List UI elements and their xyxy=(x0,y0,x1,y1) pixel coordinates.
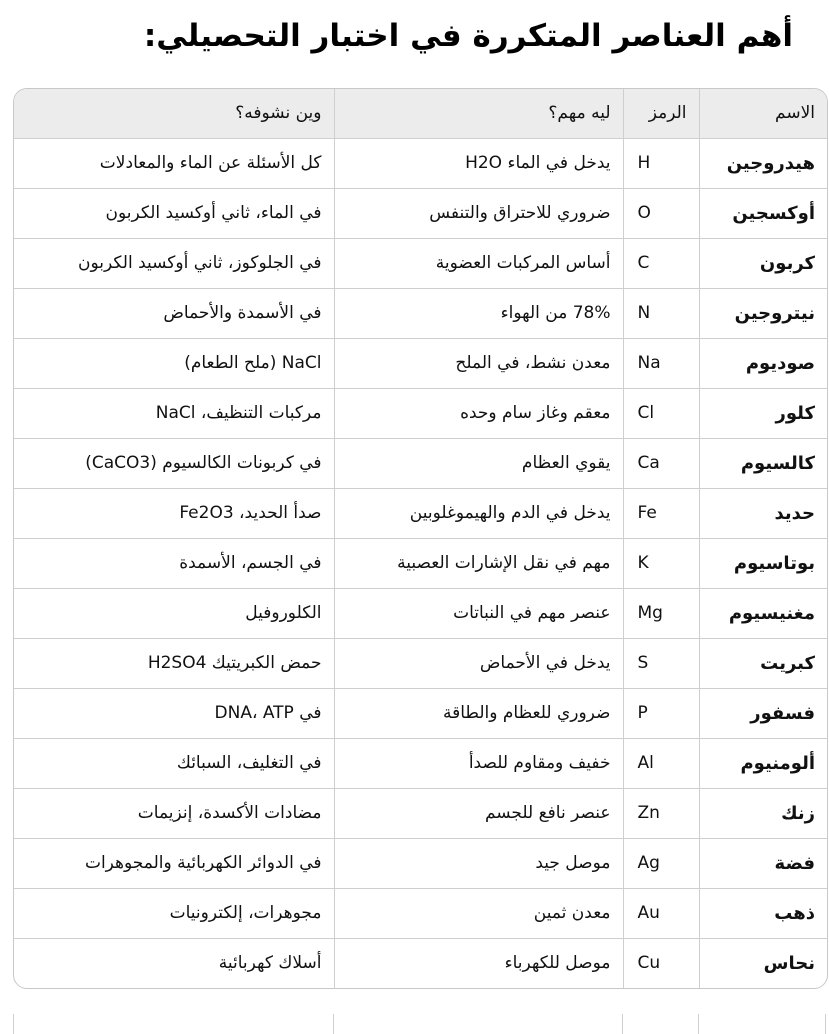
cell-name: نيتروجين xyxy=(699,288,827,338)
cell-where: في الجلوكوز، ثاني أوكسيد الكربون xyxy=(14,238,334,288)
header-why: ليه مهم؟ xyxy=(334,89,623,138)
cell-why: يدخل في الأحماض xyxy=(334,638,623,688)
cell-why: معدن نشط، في الملح xyxy=(334,338,623,388)
table-row xyxy=(14,838,827,888)
cell-why: يقوي العظام xyxy=(334,438,623,488)
cell-where: صدأ الحديد، Fe2O3 xyxy=(14,488,334,538)
table-row xyxy=(14,488,827,538)
table-row xyxy=(14,588,827,638)
cell-why: أساس المركبات العضوية xyxy=(334,238,623,288)
cell-name: بوتاسيوم xyxy=(699,538,827,588)
cell-name: كالسيوم xyxy=(699,438,827,488)
cell-symbol: Au xyxy=(623,888,699,938)
cell-name: ألومنيوم xyxy=(699,738,827,788)
cell-why: عنصر نافع للجسم xyxy=(334,788,623,838)
table-row xyxy=(14,788,827,838)
header-symbol: الرمز xyxy=(623,89,699,138)
cell-where: مجوهرات، إلكترونيات xyxy=(14,888,334,938)
cell-symbol: Ag xyxy=(623,838,699,888)
cell-why: موصل للكهرباء xyxy=(334,938,623,988)
cell-symbol: Fe xyxy=(623,488,699,538)
table-row xyxy=(14,738,827,788)
table-row xyxy=(14,238,827,288)
cell-name: نحاس xyxy=(699,938,827,988)
cell-symbol: Cl xyxy=(623,388,699,438)
table-row xyxy=(14,688,827,738)
cell-where: في الدوائر الكهربائية والمجوهرات xyxy=(14,838,334,888)
cell-name: مغنيسيوم xyxy=(699,588,827,638)
cell-where: مضادات الأكسدة، إنزيمات xyxy=(14,788,334,838)
cell-name: كبريت xyxy=(699,638,827,688)
table-header-row xyxy=(14,89,827,138)
cell-name: زنك xyxy=(699,788,827,838)
next-table-fragment xyxy=(13,1014,826,1034)
cell-symbol: C xyxy=(623,238,699,288)
cell-symbol: N xyxy=(623,288,699,338)
table-row xyxy=(14,288,827,338)
cell-why: خفيف ومقاوم للصدأ xyxy=(334,738,623,788)
cell-where: مركبات التنظيف، NaCl xyxy=(14,388,334,438)
cell-name: حديد xyxy=(699,488,827,538)
header-name: الاسم xyxy=(699,89,827,138)
cell-why: معقم وغاز سام وحده xyxy=(334,388,623,438)
table-row xyxy=(14,438,827,488)
cell-name: صوديوم xyxy=(699,338,827,388)
cell-symbol: Ca xyxy=(623,438,699,488)
cell-why: موصل جيد xyxy=(334,838,623,888)
cell-where: في الجسم، الأسمدة xyxy=(14,538,334,588)
cell-symbol: Na xyxy=(623,338,699,388)
cell-where: حمض الكبريتيك H2SO4 xyxy=(14,638,334,688)
cell-name: أوكسجين xyxy=(699,188,827,238)
cell-where: كل الأسئلة عن الماء والمعادلات xyxy=(14,138,334,188)
cell-symbol: K xyxy=(623,538,699,588)
table-row xyxy=(14,188,827,238)
cell-why: معدن ثمين xyxy=(334,888,623,938)
cell-where: في الأسمدة والأحماض xyxy=(14,288,334,338)
cell-symbol: Cu xyxy=(623,938,699,988)
cell-symbol: Mg xyxy=(623,588,699,638)
cell-where: أسلاك كهربائية xyxy=(218,953,322,974)
cell-where: في الماء، ثاني أوكسيد الكربون xyxy=(14,188,334,238)
table-row xyxy=(14,638,827,688)
cell-symbol: Al xyxy=(623,738,699,788)
table-row xyxy=(14,538,827,588)
cell-why: ضروري للعظام والطاقة xyxy=(334,688,623,738)
cell-name: فضة xyxy=(699,838,827,888)
cell-name: كلور xyxy=(699,388,827,438)
table-row xyxy=(14,888,827,938)
cell-why: عنصر مهم في النباتات xyxy=(334,588,623,638)
cell-why: 78% من الهواء xyxy=(334,288,623,338)
cell-symbol: H xyxy=(623,138,699,188)
table-row xyxy=(14,388,827,438)
cell-name: ذهب xyxy=(699,888,827,938)
cell-symbol: S xyxy=(623,638,699,688)
table-row xyxy=(14,338,827,388)
page-title: أهم العناصر المتكررة في اختبار التحصيلي: xyxy=(143,18,793,54)
cell-where: في كربونات الكالسيوم (CaCO3) xyxy=(14,438,334,488)
cell-where: في التغليف، السبائك xyxy=(14,738,334,788)
cell-why: ضروري للاحتراق والتنفس xyxy=(334,188,623,238)
cell-where: NaCl (ملح الطعام) xyxy=(14,338,334,388)
cell-symbol: O xyxy=(623,188,699,238)
cell-name: فسفور xyxy=(699,688,827,738)
cell-why: يدخل في الماء H2O xyxy=(334,138,623,188)
cell-why: مهم في نقل الإشارات العصبية xyxy=(334,538,623,588)
cell-name: هيدروجين xyxy=(699,138,827,188)
cell-where: الكلوروفيل xyxy=(14,588,334,638)
cell-where: في DNA، ATP xyxy=(14,688,334,738)
cell-name: كربون xyxy=(699,238,827,288)
cell-symbol: Zn xyxy=(623,788,699,838)
elements-table xyxy=(13,88,828,989)
header-where: وين نشوفه؟ xyxy=(14,89,334,138)
cell-symbol: P xyxy=(623,688,699,738)
table-row xyxy=(14,138,827,188)
cell-why: يدخل في الدم والهيموغلوبين xyxy=(334,488,623,538)
table-row xyxy=(14,938,827,988)
